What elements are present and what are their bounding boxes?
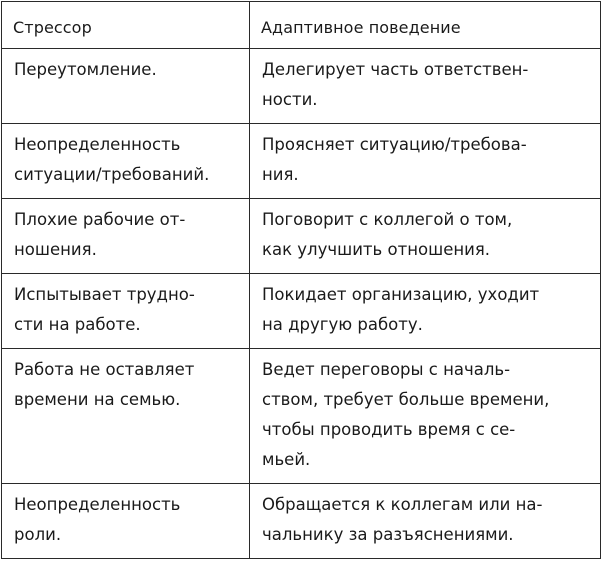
behavior-cell-text-line: Покидает организацию, уходит <box>262 285 540 304</box>
behavior-cell <box>250 49 601 124</box>
stressor-cell-text-line: Работа не оставляет <box>14 360 195 379</box>
behavior-cell <box>250 484 601 559</box>
behavior-cell-text-line: чтобы проводить время с се- <box>262 420 516 439</box>
behavior-cell-text-line: Поговорит с коллегой о том, <box>262 210 513 229</box>
behavior-cell <box>250 199 601 274</box>
stressor-cell-text-line: времени на семью. <box>14 390 181 409</box>
stressor-cell <box>2 124 250 199</box>
table-row <box>2 199 601 274</box>
stressor-behavior-table <box>1 1 601 559</box>
stressor-cell <box>2 49 250 124</box>
behavior-cell-text-line: как улучшить отношения. <box>262 240 491 259</box>
stressor-cell-text-line: Испытывает трудно- <box>14 285 195 304</box>
behavior-cell-text-line: ности. <box>262 90 318 109</box>
stressor-cell <box>2 484 250 559</box>
header-adaptive-behavior: Адаптивное поведение <box>250 2 601 49</box>
table-row <box>2 49 601 124</box>
behavior-cell-text-line: мьей. <box>262 450 311 469</box>
stressor-cell-text-line: ношения. <box>14 240 97 259</box>
table-row <box>2 484 601 559</box>
behavior-cell-text-line: на другую работу. <box>262 315 423 334</box>
behavior-cell-text-line: Обращается к коллегам или на- <box>262 495 543 514</box>
behavior-cell <box>250 124 601 199</box>
stressor-cell <box>2 199 250 274</box>
stressor-cell-text-line: Плохие рабочие от- <box>14 210 186 229</box>
table-row <box>2 349 601 484</box>
behavior-cell-text-line: ством, требует больше времени, <box>262 390 550 409</box>
behavior-cell-text-line: Проясняет ситуацию/требова- <box>262 135 527 154</box>
stressor-cell-text-line: Неопределенность <box>14 135 181 154</box>
table-header-row <box>2 2 601 49</box>
stressor-cell-text-line: Неопределенность <box>14 495 181 514</box>
stressor-cell-text-line: Переутомление. <box>14 60 157 79</box>
behavior-cell-text-line: Делегирует часть ответствен- <box>262 60 529 79</box>
stressor-cell-text-line: ситуации/требований. <box>14 165 210 184</box>
header-stressor: Стрессор <box>2 2 250 49</box>
behavior-cell <box>250 274 601 349</box>
behavior-cell-text-line: ния. <box>262 165 299 184</box>
table-row <box>2 274 601 349</box>
table-row <box>2 124 601 199</box>
stressor-cell-text-line: сти на работе. <box>14 315 141 334</box>
behavior-cell-text-line: чальнику за разъяснениями. <box>262 525 514 544</box>
table-body <box>2 49 601 559</box>
stressor-cell <box>2 274 250 349</box>
stressor-cell-text-line: роли. <box>14 525 62 544</box>
behavior-cell <box>250 349 601 484</box>
stressor-cell <box>2 349 250 484</box>
behavior-cell-text-line: Ведет переговоры с началь- <box>262 360 511 379</box>
